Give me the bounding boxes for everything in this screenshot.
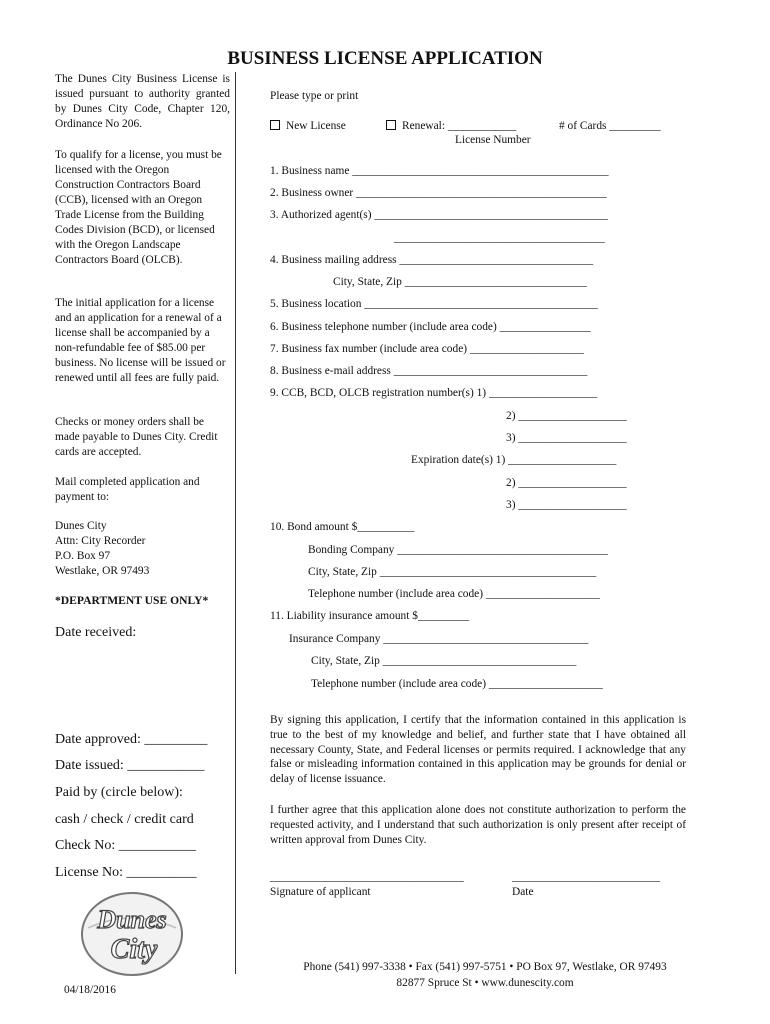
address-line: Dunes City [55, 520, 107, 532]
expiration-date-field-3[interactable]: 3) ___________________ [506, 499, 627, 511]
logo-text-city: City [110, 934, 158, 965]
address-line: Westlake, OR 97493 [55, 565, 150, 577]
revision-date: 04/18/2016 [64, 984, 116, 996]
insurance-company-field[interactable]: Insurance Company ____________________________________ [289, 633, 589, 645]
mail-text: Mail completed application and payment to: [55, 476, 200, 503]
qualify-text: To qualify for a license, you must be licensed with the Oregon Construction Contractors Board (CCB), licensed with an Oregon Trade License from the Building Codes Division (BCD), or licensed with the Oregon Landscape Contractors Board (OLCB). [55, 149, 222, 266]
date-received-label: Date received: [55, 625, 137, 640]
new-license-label: New License [286, 120, 346, 132]
new-license-checkbox[interactable] [270, 120, 280, 130]
bonding-company-field[interactable]: Bonding Company _____________________________________ [308, 544, 608, 556]
payment-methods: cash / check / credit card [55, 812, 194, 827]
address-line: Attn: City Recorder [55, 535, 146, 547]
expiration-date-field-1[interactable]: Expiration date(s) 1) ___________________ [411, 454, 617, 466]
signature-line[interactable]: __________________________________ [270, 871, 464, 883]
instruction-text: Please type or print [270, 90, 359, 102]
dunes-city-logo [78, 888, 186, 978]
renewal-field[interactable]: Renewal: ____________ [402, 120, 517, 132]
authorized-agents-field[interactable]: 3. Authorized agent(s) _________________________________________ [270, 209, 608, 221]
fee-text: The initial application for a license and an application for a renewal of a license shall be accompanied by a non-refundable fee of $85.00 per business. No license will be issued or renewed until all fees are fully paid. [55, 297, 226, 384]
license-number-field: License No: __________ [55, 865, 197, 880]
date-issued-field: Date issued: ___________ [55, 758, 205, 773]
license-number-label: License Number [455, 134, 531, 146]
paid-by-label: Paid by (circle below): [55, 785, 183, 800]
renewal-option[interactable] [386, 120, 516, 132]
column-divider [235, 72, 236, 974]
number-of-cards-field[interactable]: # of Cards _________ [559, 120, 661, 132]
registration-number-field-3[interactable]: 3) ___________________ [506, 432, 627, 444]
date-label: Date [512, 886, 534, 898]
insurance-city-state-zip-field[interactable]: City, State, Zip __________________________________ [311, 655, 577, 667]
mailing-city-state-zip-field[interactable]: City, State, Zip ________________________________ [333, 276, 587, 288]
department-use-heading: *DEPARTMENT USE ONLY* [55, 594, 209, 607]
check-number-field: Check No: ___________ [55, 838, 196, 853]
address-line: P.O. Box 97 [55, 550, 111, 562]
intro-text: The Dunes City Business License is issued pursuant to authority granted by Dunes City Code, Chapter 120, Ordinance No 206. [55, 73, 230, 130]
bond-city-state-zip-field[interactable]: City, State, Zip ______________________________________ [308, 566, 597, 578]
expiration-date-field-2[interactable]: 2) ___________________ [506, 477, 627, 489]
business-name-field[interactable]: 1. Business name _____________________________________________ [270, 165, 609, 177]
checks-text: Checks or money orders shall be made payable to Dunes City. Credit cards are accepted. [55, 416, 218, 458]
date-approved-field: Date approved: _________ [55, 732, 208, 747]
new-license-option[interactable] [270, 120, 346, 132]
liability-insurance-field[interactable]: 11. Liability insurance amount $_________ [270, 610, 470, 622]
business-fax-field[interactable]: 7. Business fax number (include area code) ____________________ [270, 343, 584, 355]
business-owner-field[interactable]: 2. Business owner ____________________________________________ [270, 187, 607, 199]
page-title: BUSINESS LICENSE APPLICATION [227, 48, 543, 69]
mailing-address [55, 519, 230, 579]
bond-telephone-field[interactable]: Telephone number (include area code) ____________________ [308, 588, 600, 600]
registration-number-field-1[interactable]: 9. CCB, BCD, OLCB registration number(s) 1) ___________________ [270, 387, 598, 399]
agreement-text: I further agree that this application alone does not constitute authorization to perform the requested activity, and I understand that such authorization is only present after receipt of written approval from Dunes City. [270, 804, 686, 846]
business-email-field[interactable]: 8. Business e-mail address __________________________________ [270, 365, 588, 377]
renewal-checkbox[interactable] [386, 120, 396, 130]
logo-text-dunes: Dunes [97, 905, 167, 934]
bond-amount-field[interactable]: 10. Bond amount $__________ [270, 521, 415, 533]
signature-label: Signature of applicant [270, 886, 371, 898]
insurance-telephone-field[interactable]: Telephone number (include area code) ____________________ [311, 678, 603, 690]
mailing-address-field[interactable]: 4. Business mailing address __________________________________ [270, 254, 594, 266]
registration-number-field-2[interactable]: 2) ___________________ [506, 410, 627, 422]
certification-text: By signing this application, I certify that the information contained in this application is true to the best of my knowledge and belief, and further state that I have obtained all necessary County, State, and Federal licenses or permits required. I acknowledge that any false or misleading information contained in this application may be grounds for denial or delay of license issuance. [270, 714, 686, 786]
authorized-agents-field-2[interactable]: _____________________________________ [394, 232, 605, 244]
business-telephone-field[interactable]: 6. Business telephone number (include area code) ________________ [270, 321, 591, 333]
footer-contact [235, 959, 735, 991]
footer-line-2: 82877 Spruce St • www.dunescity.com [396, 977, 574, 989]
business-location-field[interactable]: 5. Business location _________________________________________ [270, 298, 598, 310]
footer-line-1: Phone (541) 997-3338 • Fax (541) 997-5751 • PO Box 97, Westlake, OR 97493 [303, 961, 667, 973]
date-line[interactable]: __________________________ [512, 871, 661, 883]
